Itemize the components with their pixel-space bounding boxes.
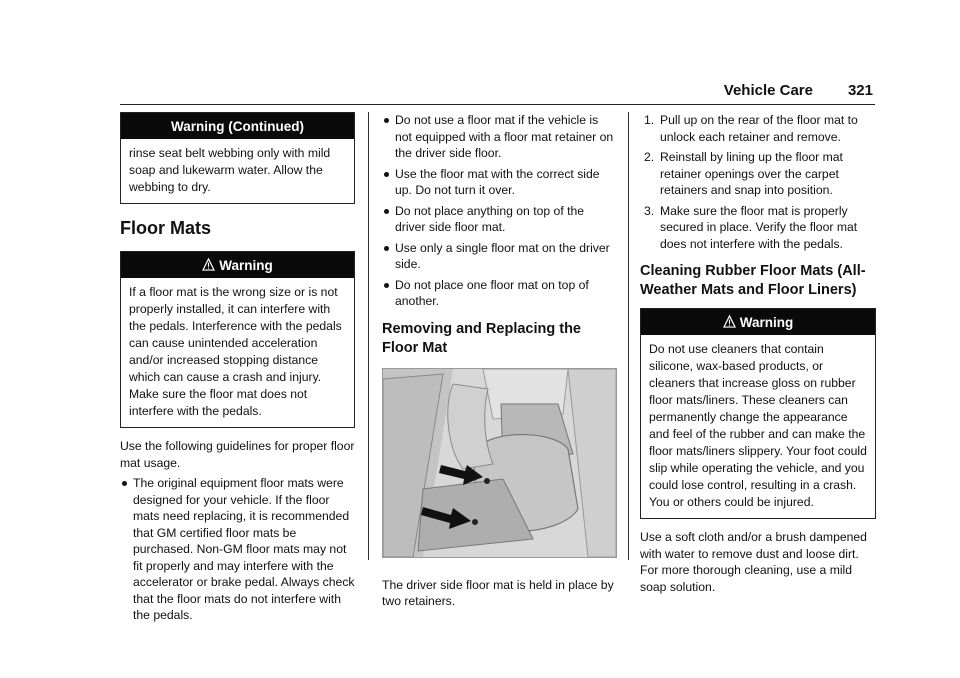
list-item bbox=[382, 166, 615, 199]
page-number: 321 bbox=[847, 82, 873, 99]
numbered-steps bbox=[640, 112, 876, 252]
cleaning-rubber-mats-heading: Cleaning Rubber Floor Mats (All-Weather Mats and Floor Liners) bbox=[640, 263, 866, 298]
list-item-text: The original equipment floor mats were designed for your vehicle. If the floor mats need replacing, it is recommended that GM certified floor mats be purchased. Non-GM floor mats may not fit properly and may interfere with the accelerator or brake pedal. Always check that the floor mats do not interfere with the pedals. bbox=[133, 476, 355, 622]
continued-warning-body: rinse seat belt webbing only with mild soap and lukewarm water. Allow the webbing to dry. bbox=[129, 146, 331, 194]
list-item bbox=[382, 203, 615, 236]
floor-mats-heading: Floor Mats bbox=[120, 218, 212, 238]
list-item-text: Do not place one floor mat on top of another. bbox=[395, 277, 589, 308]
step-text: Make sure the floor mat is properly secured in place. Verify the floor mat does not interfere with the pedals. bbox=[660, 203, 858, 251]
column-1 bbox=[120, 112, 355, 624]
step-text: Reinstall by lining up the floor mat retainer openings over the carpet retainers and snap into position. bbox=[660, 150, 843, 197]
step-number: 1. bbox=[644, 113, 655, 127]
warning-title-bar bbox=[121, 252, 354, 278]
list-item-text: Do not use a floor mat if the vehicle is not equipped with a floor mat retainer on the driver side floor. bbox=[395, 113, 614, 160]
cleaning-paragraph: Use a soft cloth and/or a brush dampened with water to remove dust and loose dirt. For more thorough cleaning, use a mild soap solution. bbox=[640, 530, 867, 594]
bullet-dot-icon bbox=[384, 283, 389, 288]
bullet-list bbox=[382, 112, 615, 310]
bullet-dot-icon bbox=[384, 118, 389, 123]
warning-body: Do not use cleaners that contain silicone, wax-based products, or cleaners that increase gloss on rubber floor mats/liners. These cleaners can permanently change the appearance and feel of the rubber and can make the floor mats/liners slippery. Your foot could slip while operating the vehicle, and you could lose control, resulting in a crash. You or others could be injured. bbox=[649, 342, 867, 509]
warning-title: Warning bbox=[219, 258, 273, 273]
bullet-dot-icon bbox=[384, 246, 389, 251]
warning-triangle-icon bbox=[202, 258, 215, 271]
continued-warning-title: Warning (Continued) bbox=[121, 113, 354, 139]
section-title: Vehicle Care bbox=[723, 82, 813, 99]
list-item-text: Use the floor mat with the correct side up. Do not turn it over. bbox=[395, 166, 600, 197]
continued-warning-box bbox=[120, 112, 355, 204]
column-divider bbox=[368, 112, 369, 560]
page-header bbox=[120, 80, 875, 105]
list-item bbox=[640, 149, 876, 199]
cleaning-warning-box bbox=[640, 308, 876, 519]
bullet-list bbox=[120, 475, 355, 624]
column-2 bbox=[382, 112, 615, 610]
list-item-text: Do not place anything on top of the driver side floor mat. bbox=[395, 203, 585, 234]
floor-mat-illustration bbox=[382, 368, 617, 558]
figure-caption: The driver side floor mat is held in place by two retainers. bbox=[382, 577, 614, 608]
list-item bbox=[640, 203, 876, 253]
list-item bbox=[120, 475, 355, 624]
intro-paragraph: Use the following guidelines for proper floor mat usage. bbox=[120, 439, 355, 470]
bullet-dot-icon bbox=[122, 481, 127, 486]
warning-body: If a floor mat is the wrong size or is not properly installed, it can interfere with the pedals. Interference with the pedals can cause unintended acceleration and/or increased stopping distance which can cause a crash and injury. Make sure the floor mat does not interfere with the pedals. bbox=[129, 285, 342, 418]
step-text: Pull up on the rear of the floor mat to unlock each retainer and remove. bbox=[660, 113, 858, 144]
floor-mats-warning-box bbox=[120, 251, 355, 428]
list-item bbox=[382, 112, 615, 162]
warning-title-bar bbox=[641, 309, 875, 335]
removing-replacing-heading: Removing and Replacing the Floor Mat bbox=[382, 320, 581, 356]
column-divider bbox=[628, 112, 629, 560]
warning-triangle-icon bbox=[723, 315, 736, 328]
bullet-dot-icon bbox=[384, 172, 389, 177]
column-3 bbox=[640, 112, 876, 595]
step-number: 3. bbox=[644, 203, 655, 218]
list-item bbox=[640, 112, 876, 145]
step-number: 2. bbox=[644, 150, 655, 164]
list-item bbox=[382, 240, 615, 273]
warning-title: Warning bbox=[739, 315, 794, 330]
list-item-text: Use only a single floor mat on the driver side. bbox=[395, 240, 610, 271]
bullet-dot-icon bbox=[384, 209, 389, 214]
list-item bbox=[382, 277, 615, 310]
